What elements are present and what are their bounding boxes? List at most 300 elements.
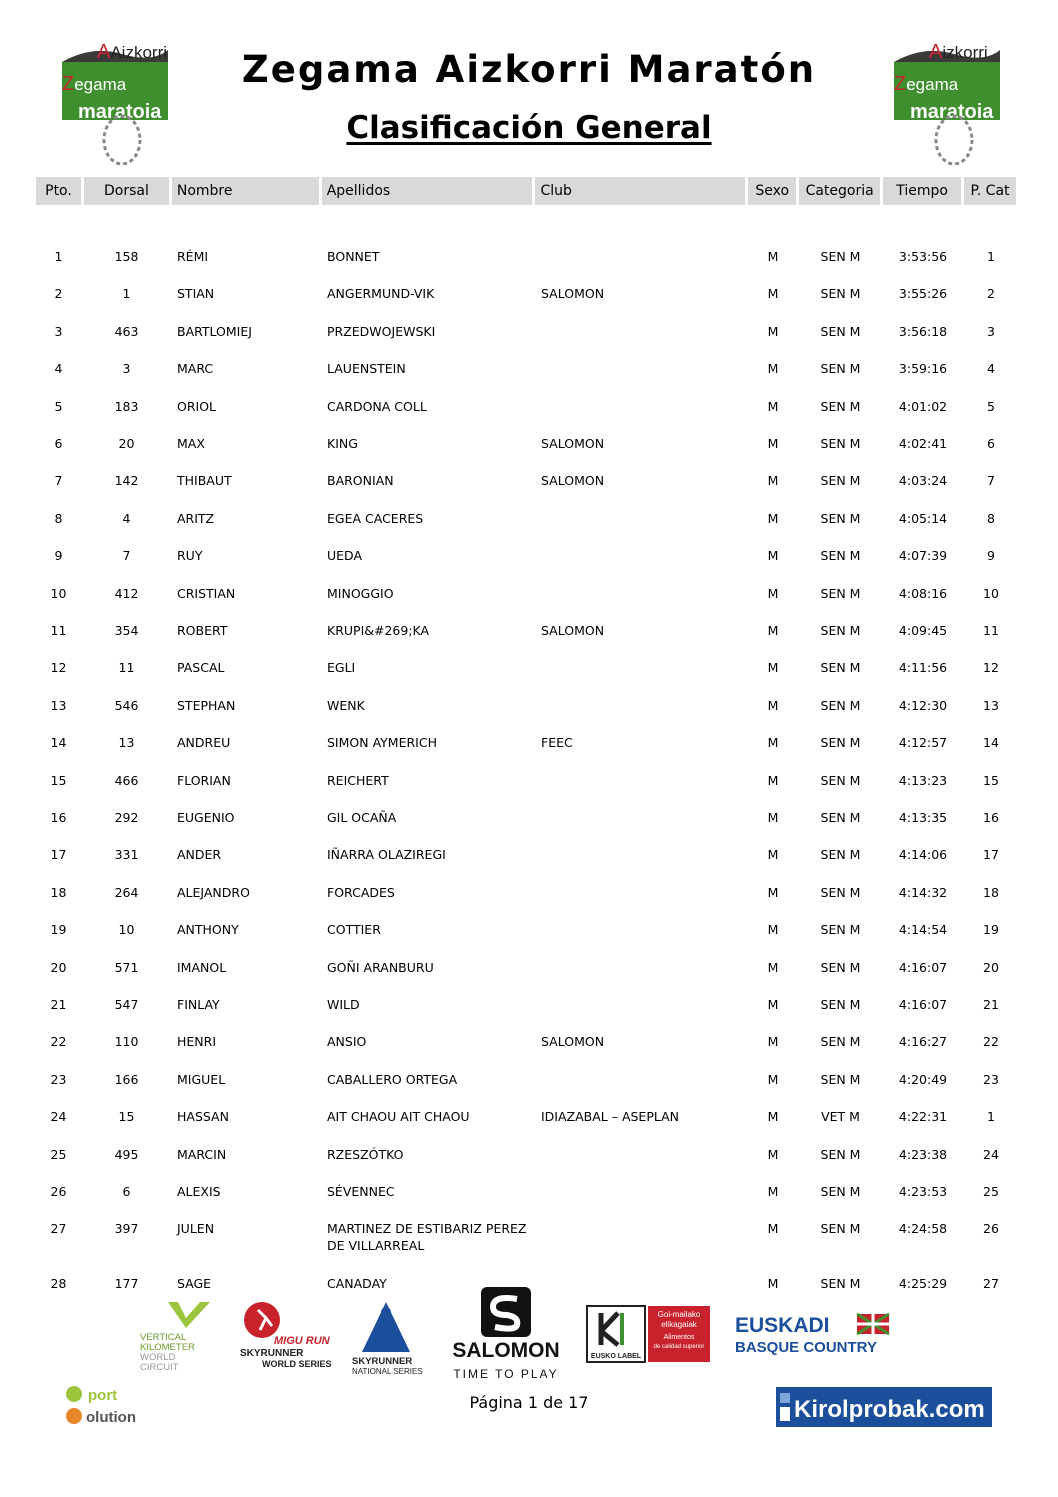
table-row <box>36 734 1017 751</box>
cell-pcat: 4 <box>987 361 995 377</box>
svg-text:TIME TO PLAY: TIME TO PLAY <box>453 1367 559 1381</box>
table-row <box>36 959 1017 976</box>
cell-pcat: 11 <box>983 623 999 638</box>
cell-pto: 8 <box>54 510 63 526</box>
cell-nombre: MARCIN <box>177 1146 227 1162</box>
cell-nombre: ALEXIS <box>177 1184 221 1199</box>
cell-tiempo: 3:56:18 <box>898 323 948 339</box>
cell-pto: 20 <box>50 959 67 975</box>
cell-categoria: SEN M <box>820 323 861 339</box>
cell-tiempo: 4:13:23 <box>898 772 948 788</box>
cell-tiempo: 4:16:07 <box>898 997 948 1012</box>
cell-nombre: JULEN <box>177 1221 215 1237</box>
cell-sexo: M <box>767 1071 779 1087</box>
cell-dorsal: 158 <box>114 249 139 264</box>
cell-pcat: 3 <box>987 323 995 339</box>
salomon-logo <box>445 1285 567 1385</box>
cell-club <box>536 846 746 863</box>
cell-club: SALOMON <box>541 473 605 489</box>
cell-pcat: 25 <box>983 1184 999 1199</box>
svg-text:port: port <box>88 1387 118 1404</box>
svg-text:olution: olution <box>86 1409 136 1426</box>
svg-text:Zegama: Zegama <box>62 73 127 95</box>
table-row <box>36 846 1017 863</box>
table-row <box>36 323 1017 340</box>
cell-sexo: M <box>767 997 779 1012</box>
cell-sexo: M <box>767 660 779 676</box>
cell-tiempo: 4:23:53 <box>898 1184 948 1199</box>
svg-text:VERTICAL: VERTICAL <box>140 1332 187 1343</box>
cell-categoria: SEN M <box>820 623 861 638</box>
cell-dorsal: 412 <box>114 585 139 601</box>
cell-pcat: 13 <box>983 697 999 713</box>
cell-apellidos: SÉVENNEC <box>327 1184 395 1199</box>
cell-nombre: ORIOL <box>177 398 217 414</box>
svg-text:WORLD: WORLD <box>140 1352 176 1363</box>
cell-sexo: M <box>767 1221 779 1237</box>
svg-text:MIGU RUN: MIGU RUN <box>274 1335 330 1347</box>
svg-text:Alimentos: Alimentos <box>663 1334 695 1341</box>
cell-dorsal: 4 <box>122 510 131 526</box>
cell-nombre: STEPHAN <box>177 697 236 713</box>
cell-club: SALOMON <box>541 286 605 302</box>
cell-categoria: SEN M <box>820 959 861 975</box>
cell-club: IDIAZABAL – ASEPLAN <box>541 1109 680 1125</box>
cell-tiempo: 4:14:32 <box>898 884 948 900</box>
svg-text:de calidad superior: de calidad superior <box>653 1344 705 1350</box>
page-number: Página 1 de 17 <box>469 1393 589 1412</box>
cell-sexo: M <box>767 884 779 900</box>
cell-dorsal: 292 <box>114 810 139 825</box>
cell-tiempo: 4:03:24 <box>898 473 948 489</box>
cell-categoria: SEN M <box>820 361 861 377</box>
cell-pcat: 20 <box>983 959 999 975</box>
cell-pcat: 26 <box>983 1221 999 1237</box>
cell-tiempo: 4:12:30 <box>898 697 948 713</box>
cell-pto: 6 <box>54 436 63 451</box>
cell-pcat: 2 <box>987 286 995 302</box>
cell-dorsal: 547 <box>114 997 139 1012</box>
cell-sexo: M <box>767 959 779 975</box>
skyrunner-national-series-logo <box>350 1300 428 1380</box>
svg-text:Goi-mailako: Goi-mailako <box>657 1310 701 1319</box>
cell-sexo: M <box>767 1146 779 1162</box>
cell-club: SALOMON <box>541 1034 605 1050</box>
cell-pcat: 14 <box>983 735 999 751</box>
cell-tiempo: 4:16:07 <box>898 959 948 975</box>
cell-pto: 26 <box>50 1184 67 1199</box>
cell-nombre: IMANOL <box>177 959 227 975</box>
cell-pto: 27 <box>50 1221 67 1237</box>
cell-tiempo: 4:07:39 <box>898 548 948 564</box>
cell-nombre: ARITZ <box>177 510 215 526</box>
cell-categoria: SEN M <box>820 1184 861 1199</box>
cell-sexo: M <box>767 735 779 751</box>
table-row <box>36 398 1017 415</box>
cell-tiempo: 4:12:57 <box>898 735 948 751</box>
table-row <box>36 659 1017 676</box>
cell-pto: 3 <box>54 323 63 339</box>
table-row <box>36 248 1017 265</box>
col-header-club: Club <box>535 177 745 205</box>
cell-club <box>536 772 746 789</box>
cell-pto: 7 <box>54 473 63 489</box>
cell-tiempo: 3:59:16 <box>898 361 948 377</box>
cell-categoria: SEN M <box>820 810 861 825</box>
cell-club <box>536 547 746 564</box>
cell-apellidos: CARDONA COLL <box>327 398 427 414</box>
cell-sexo: M <box>767 510 779 526</box>
cell-sexo: M <box>767 922 779 938</box>
col-header-apellidos: Apellidos <box>322 177 533 205</box>
cell-tiempo: 3:55:26 <box>898 286 948 302</box>
cell-pto: 28 <box>50 1276 67 1292</box>
cell-categoria: SEN M <box>820 585 861 601</box>
cell-categoria: SEN M <box>820 249 861 264</box>
cell-club <box>536 996 746 1013</box>
cell-club <box>536 585 746 602</box>
svg-text:AAizkorri: AAizkorri <box>97 41 168 63</box>
cell-apellidos: WENK <box>327 697 365 713</box>
table-row <box>36 1146 1017 1163</box>
cell-categoria: SEN M <box>820 697 861 713</box>
col-header-pcat: P. Cat <box>964 177 1016 205</box>
cell-tiempo: 3:53:56 <box>898 249 948 264</box>
cell-tiempo: 4:23:38 <box>898 1146 948 1162</box>
cell-club <box>536 1183 746 1200</box>
cell-categoria: SEN M <box>820 884 861 900</box>
cell-nombre: PASCAL <box>177 660 225 676</box>
cell-tiempo: 4:14:54 <box>898 922 948 938</box>
cell-dorsal: 7 <box>122 548 131 564</box>
cell-dorsal: 3 <box>122 361 131 377</box>
cell-pcat: 22 <box>983 1034 999 1050</box>
cell-categoria: SEN M <box>820 772 861 788</box>
cell-pcat: 27 <box>983 1276 999 1292</box>
cell-apellidos: MARTINEZ DE ESTIBARIZ PEREZ DE VILLARREAL <box>327 1221 527 1254</box>
table-row <box>36 360 1017 377</box>
cell-pcat: 6 <box>987 436 995 451</box>
cell-nombre: MAX <box>177 436 205 451</box>
cell-apellidos: FORCADES <box>327 884 395 900</box>
cell-apellidos: COTTIER <box>327 922 381 938</box>
cell-club: SALOMON <box>541 436 605 451</box>
cell-pcat: 10 <box>983 585 999 601</box>
col-header-categoria: Categoria <box>799 177 880 205</box>
cell-categoria: SEN M <box>820 398 861 414</box>
cell-sexo: M <box>767 361 779 377</box>
migu-run-skyrunner-logo <box>238 1300 333 1375</box>
table-row <box>36 809 1017 826</box>
cell-pto: 22 <box>50 1034 67 1050</box>
cell-apellidos: CANADAY <box>327 1276 387 1292</box>
cell-tiempo: 4:13:35 <box>898 810 948 825</box>
cell-pto: 19 <box>50 922 67 938</box>
svg-text:Zegama: Zegama <box>894 73 959 95</box>
cell-dorsal: 495 <box>114 1146 139 1162</box>
svg-text:SKYRUNNER: SKYRUNNER <box>240 1348 304 1359</box>
cell-dorsal: 354 <box>114 623 139 638</box>
cell-nombre: RUY <box>177 548 203 564</box>
cell-tiempo: 4:05:14 <box>898 510 948 526</box>
cell-tiempo: 4:08:16 <box>898 585 948 601</box>
cell-pto: 12 <box>50 660 67 676</box>
cell-club <box>536 1220 746 1254</box>
cell-apellidos: EGLI <box>327 660 356 676</box>
cell-categoria: SEN M <box>820 1146 861 1162</box>
cell-sexo: M <box>767 249 779 264</box>
cell-sexo: M <box>767 436 779 451</box>
cell-apellidos: CABALLERO ORTEGA <box>327 1071 458 1087</box>
cell-dorsal: 183 <box>114 398 139 414</box>
table-row <box>36 510 1017 527</box>
cell-apellidos: SIMON AYMERICH <box>327 735 437 751</box>
cell-nombre: HASSAN <box>177 1109 229 1125</box>
table-row <box>36 547 1017 564</box>
cell-categoria: SEN M <box>820 1034 861 1050</box>
cell-pcat: 1 <box>987 249 995 264</box>
cell-apellidos: ANGERMUND-VIK <box>327 286 435 302</box>
cell-pcat: 7 <box>987 473 995 489</box>
cell-club: SALOMON <box>541 623 605 638</box>
cell-apellidos: KING <box>327 436 358 451</box>
cell-club <box>536 921 746 938</box>
cell-sexo: M <box>767 810 779 825</box>
table-row <box>36 585 1017 602</box>
cell-sexo: M <box>767 697 779 713</box>
svg-text:Kirolprobak.com: Kirolprobak.com <box>794 1396 985 1423</box>
cell-pto: 15 <box>50 772 67 788</box>
col-header-dorsal: Dorsal <box>84 177 169 205</box>
cell-pto: 1 <box>54 249 63 264</box>
table-row <box>36 921 1017 938</box>
table-header <box>36 177 1016 205</box>
cell-dorsal: 331 <box>114 847 139 863</box>
cell-apellidos: WILD <box>327 997 360 1012</box>
cell-categoria: SEN M <box>820 1071 861 1087</box>
cell-pcat: 9 <box>987 548 995 564</box>
cell-sexo: M <box>767 1034 779 1050</box>
cell-sexo: M <box>767 398 779 414</box>
cell-pcat: 8 <box>987 510 995 526</box>
cell-pcat: 17 <box>983 847 999 863</box>
cell-nombre: CRISTIAN <box>177 585 236 601</box>
cell-apellidos: GOÑI ARANBURU <box>327 959 434 975</box>
cell-pcat: 19 <box>983 922 999 938</box>
cell-dorsal: 6 <box>122 1184 131 1199</box>
cell-pcat: 15 <box>983 772 999 788</box>
cell-pto: 25 <box>50 1146 67 1162</box>
cell-nombre: EUGENIO <box>177 810 235 825</box>
table-row <box>36 772 1017 789</box>
cell-pto: 13 <box>50 697 67 713</box>
cell-pto: 14 <box>50 735 67 751</box>
cell-nombre: FINLAY <box>177 997 220 1012</box>
cell-dorsal: 177 <box>114 1276 139 1292</box>
table-row <box>36 1108 1017 1125</box>
cell-apellidos: REICHERT <box>327 772 389 788</box>
cell-dorsal: 264 <box>114 884 139 900</box>
cell-nombre: HENRI <box>177 1034 217 1050</box>
cell-categoria: SEN M <box>820 922 861 938</box>
cell-tiempo: 4:02:41 <box>898 436 948 451</box>
results-table <box>36 177 1016 1292</box>
cell-sexo: M <box>767 286 779 302</box>
table-row <box>36 1220 1017 1254</box>
cell-pto: 2 <box>54 286 63 302</box>
cell-sexo: M <box>767 772 779 788</box>
cell-club <box>536 510 746 527</box>
cell-pto: 21 <box>50 997 67 1012</box>
cell-club <box>536 1071 746 1088</box>
cell-dorsal: 142 <box>114 473 139 489</box>
cell-sexo: M <box>767 1184 779 1199</box>
cell-pcat: 21 <box>983 997 999 1012</box>
cell-pcat: 23 <box>983 1071 999 1087</box>
cell-dorsal: 463 <box>114 323 139 339</box>
cell-tiempo: 4:24:58 <box>898 1221 948 1237</box>
svg-text:SKYRUNNER: SKYRUNNER <box>352 1356 413 1367</box>
svg-text:NATIONAL SERIES: NATIONAL SERIES <box>352 1367 423 1376</box>
cell-apellidos: RZESZÓTKO <box>327 1146 404 1162</box>
cell-dorsal: 10 <box>118 922 135 938</box>
cell-tiempo: 4:25:29 <box>898 1276 948 1292</box>
cell-nombre: FLORIAN <box>177 772 231 788</box>
cell-apellidos: BARONIAN <box>327 473 394 489</box>
cell-pto: 16 <box>50 810 67 825</box>
cell-categoria: SEN M <box>820 660 861 676</box>
cell-nombre: STIAN <box>177 286 215 302</box>
cell-categoria: SEN M <box>820 436 861 451</box>
svg-text:maratoia: maratoia <box>910 101 994 123</box>
cell-categoria: SEN M <box>820 286 861 302</box>
table-row <box>36 697 1017 714</box>
cell-dorsal: 20 <box>118 436 135 451</box>
cell-dorsal: 11 <box>118 660 135 676</box>
cell-apellidos: GIL OCAÑA <box>327 810 397 825</box>
cell-dorsal: 1 <box>122 286 131 302</box>
cell-categoria: SEN M <box>820 548 861 564</box>
cell-tiempo: 4:20:49 <box>898 1071 948 1087</box>
cell-apellidos: BONNET <box>327 249 380 264</box>
cell-club <box>536 360 746 377</box>
cell-club <box>536 248 746 265</box>
cell-pto: 4 <box>54 361 63 377</box>
svg-text:EUSKADI: EUSKADI <box>735 1314 830 1337</box>
cell-nombre: RÉMI <box>177 249 209 264</box>
cell-dorsal: 466 <box>114 772 139 788</box>
cell-pto: 11 <box>50 623 67 638</box>
cell-club <box>536 659 746 676</box>
table-row <box>36 1071 1017 1088</box>
cell-pcat: 1 <box>987 1109 995 1125</box>
cell-sexo: M <box>767 473 779 489</box>
svg-text:KILOMETER: KILOMETER <box>140 1342 195 1353</box>
table-row <box>36 1033 1017 1050</box>
cell-sexo: M <box>767 1276 779 1292</box>
cell-apellidos: AIT CHAOU AIT CHAOU <box>327 1109 470 1125</box>
cell-pto: 17 <box>50 847 67 863</box>
cell-apellidos: PRZEDWOJEWSKI <box>327 323 436 339</box>
col-header-tiempo: Tiempo <box>883 177 961 205</box>
cell-categoria: SEN M <box>820 1221 861 1237</box>
table-row <box>36 1183 1017 1200</box>
svg-text:WORLD SERIES: WORLD SERIES <box>262 1359 332 1369</box>
cell-pto: 10 <box>50 585 67 601</box>
cell-pcat: 12 <box>983 660 999 676</box>
col-header-nombre: Nombre <box>172 177 319 205</box>
table-row <box>36 472 1017 489</box>
cell-pto: 5 <box>54 398 63 414</box>
cell-club: FEEC <box>541 735 573 751</box>
cell-categoria: VET M <box>821 1109 860 1125</box>
col-header-pto: Pto. <box>36 177 81 205</box>
cell-categoria: SEN M <box>820 510 861 526</box>
cell-categoria: SEN M <box>820 847 861 863</box>
cell-categoria: SEN M <box>820 997 861 1012</box>
cell-club <box>536 809 746 826</box>
cell-nombre: THIBAUT <box>177 473 232 489</box>
cell-nombre: ANTHONY <box>177 922 239 938</box>
cell-apellidos: EGEA CACERES <box>327 510 424 526</box>
cell-dorsal: 571 <box>114 959 139 975</box>
table-row <box>36 622 1017 639</box>
cell-tiempo: 4:01:02 <box>898 398 948 414</box>
euskadi-basque-country-logo <box>733 1310 893 1360</box>
cell-club <box>536 959 746 976</box>
cell-tiempo: 4:09:45 <box>898 623 948 638</box>
cell-dorsal: 110 <box>114 1034 139 1050</box>
table-row <box>36 435 1017 452</box>
cell-apellidos: ANSIO <box>327 1034 367 1050</box>
cell-nombre: ROBERT <box>177 623 228 638</box>
cell-club <box>536 1146 746 1163</box>
cell-apellidos: MINOGGIO <box>327 585 394 601</box>
cell-pto: 9 <box>54 548 63 564</box>
cell-club <box>536 884 746 901</box>
cell-apellidos: IÑARRA OLAZIREGI <box>327 847 446 863</box>
cell-nombre: SAGE <box>177 1276 212 1292</box>
cell-dorsal: 166 <box>114 1071 139 1087</box>
cell-pto: 18 <box>50 884 67 900</box>
cell-club <box>536 323 746 340</box>
cell-dorsal: 13 <box>118 735 135 751</box>
sponsor-strip <box>0 1285 1058 1385</box>
cell-categoria: SEN M <box>820 1276 861 1292</box>
cell-apellidos: UEDA <box>327 548 363 564</box>
cell-categoria: SEN M <box>820 473 861 489</box>
cell-nombre: BARTLOMIEJ <box>177 323 252 339</box>
cell-sexo: M <box>767 585 779 601</box>
cell-apellidos: KRUPI&#269;KA <box>327 623 430 638</box>
cell-nombre: ALEJANDRO <box>177 884 250 900</box>
cell-club <box>536 398 746 415</box>
svg-text:BASQUE COUNTRY: BASQUE COUNTRY <box>735 1339 877 1356</box>
cell-sexo: M <box>767 323 779 339</box>
svg-text:maratoia: maratoia <box>78 101 162 123</box>
cell-nombre: MARC <box>177 361 214 377</box>
cell-dorsal: 397 <box>114 1221 139 1237</box>
vertical-kilometer-logo <box>138 1300 223 1370</box>
cell-pcat: 18 <box>983 884 999 900</box>
table-row <box>36 285 1017 302</box>
cell-apellidos: LAUENSTEIN <box>327 361 406 377</box>
svg-text:CIRCUIT: CIRCUIT <box>140 1362 179 1370</box>
cell-categoria: SEN M <box>820 735 861 751</box>
svg-text:Aizkorri: Aizkorri <box>929 41 988 63</box>
cell-dorsal: 15 <box>118 1109 135 1125</box>
cell-nombre: ANDER <box>177 847 222 863</box>
